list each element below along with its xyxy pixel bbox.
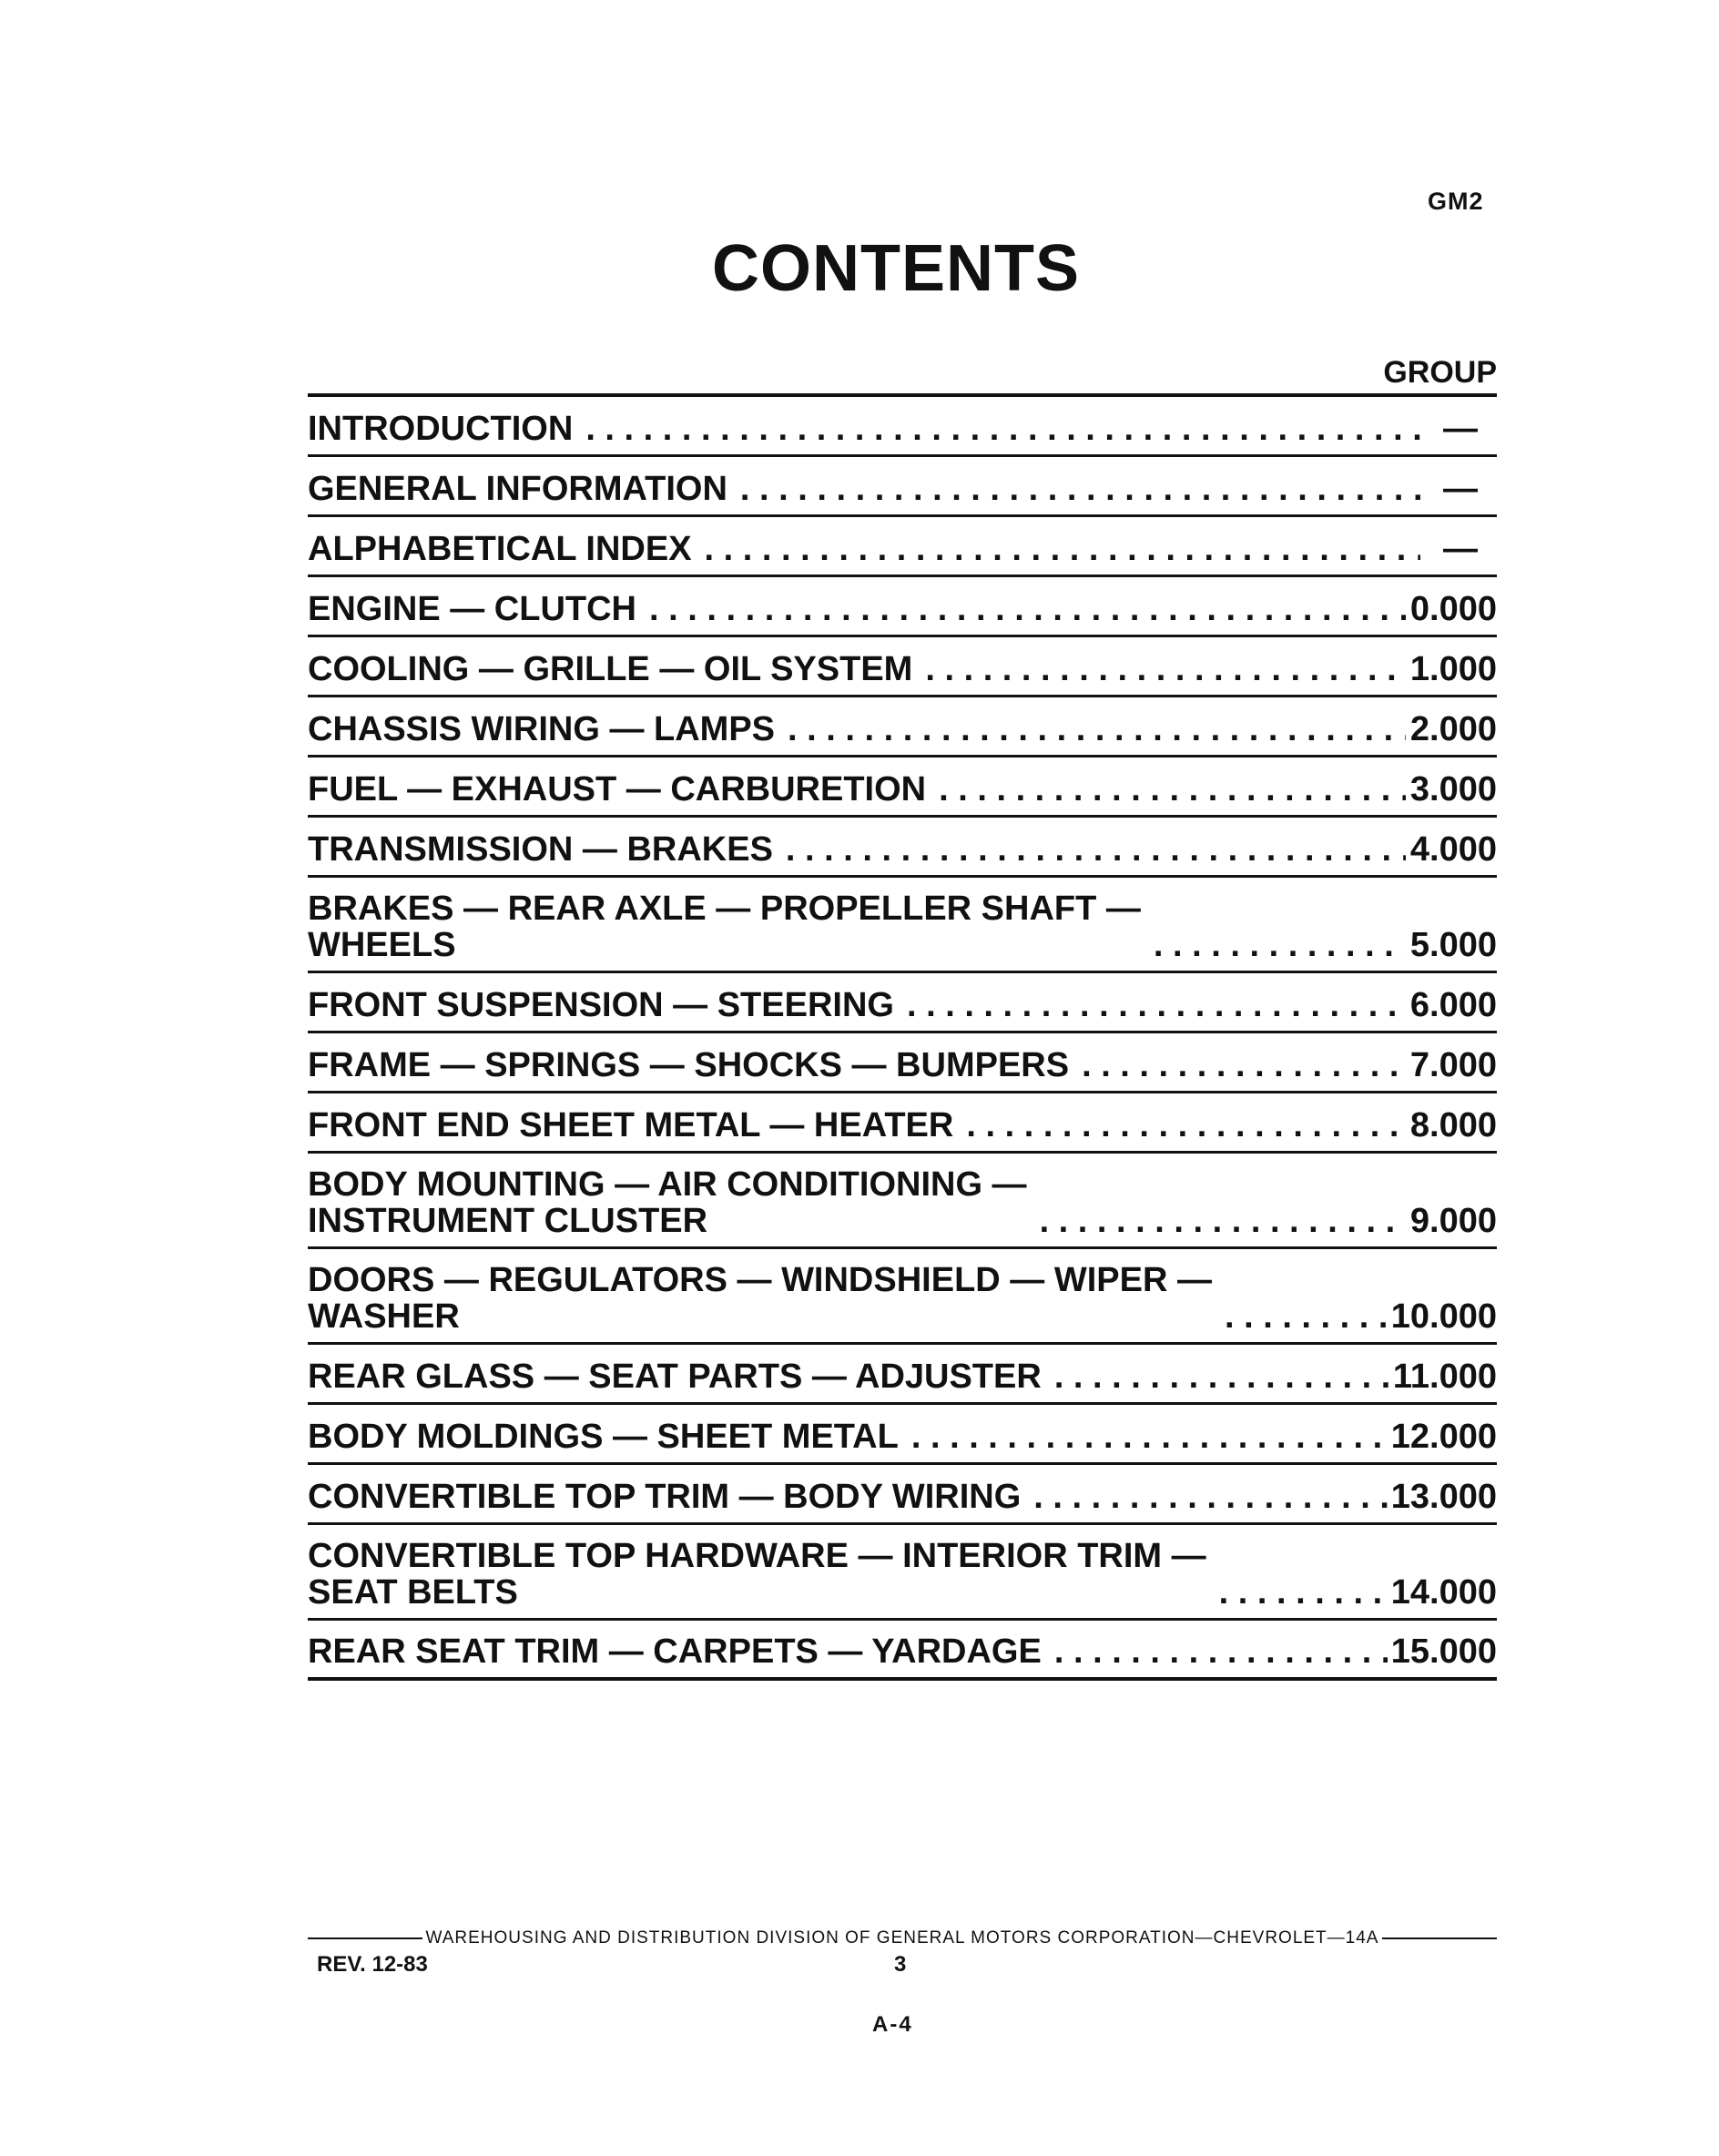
toc-row [308, 1465, 1497, 1525]
toc-entry-label: ENGINE — CLUTCH [308, 590, 636, 628]
toc-entry-label: INTRODUCTION [308, 410, 574, 448]
toc-entry-label: BODY MOLDINGS — SHEET METAL [308, 1418, 899, 1456]
toc-row [308, 697, 1497, 758]
dot-leader [911, 1419, 1388, 1455]
toc-entry-group: 13.000 [1390, 1478, 1497, 1516]
toc-entry-group: 2.000 [1409, 710, 1497, 748]
toc-row [308, 1405, 1497, 1465]
toc-row [308, 637, 1497, 697]
group-column-header: GROUP [308, 351, 1497, 397]
toc-row [308, 878, 1497, 973]
dot-leader [939, 771, 1406, 808]
toc-entry-label: FRAME — SPRINGS — SHOCKS — BUMPERS [308, 1046, 1070, 1084]
toc-entry-label: FRONT SUSPENSION — STEERING [308, 986, 894, 1024]
toc-entry-group: — [1443, 470, 1478, 508]
toc-entry-group: — [1443, 410, 1478, 448]
toc-row [308, 758, 1497, 818]
toc-row [308, 457, 1497, 517]
dot-leader [788, 711, 1406, 747]
toc-entry-group: 3.000 [1409, 770, 1497, 808]
appendix-page-number: A-4 [872, 2012, 913, 2037]
toc-entry-label: CONVERTIBLE TOP TRIM — BODY WIRING [308, 1478, 1022, 1516]
toc-entry-label: GENERAL INFORMATION [308, 470, 727, 508]
toc-entry-label: FRONT END SHEET METAL — HEATER [308, 1106, 954, 1144]
footer-rule-right [1382, 1937, 1497, 1939]
dot-leader [649, 591, 1406, 627]
toc-entry-group: 11.000 [1392, 1358, 1497, 1396]
toc-entry-label: TRANSMISSION — BRAKES [308, 830, 773, 869]
dot-leader [1225, 1298, 1388, 1335]
toc-entry-group: 9.000 [1409, 1202, 1497, 1240]
toc-entry-label: DOORS — REGULATORS — WINDSHIELD — WIPER — WASHER [308, 1261, 1212, 1336]
footer-publisher: WAREHOUSING AND DISTRIBUTION DIVISION OF GENERAL MOTORS CORPORATION—CHEVROLET—14A [425, 1928, 1379, 1948]
toc-row [308, 1249, 1497, 1345]
toc-entry-group: 5.000 [1409, 926, 1497, 964]
contents-rows [308, 397, 1497, 1681]
revision-date: REV. 12-83 [317, 1952, 428, 1977]
toc-entry-group: 6.000 [1409, 986, 1497, 1024]
dot-leader [1154, 927, 1406, 963]
toc-entry-group: 7.000 [1409, 1046, 1497, 1084]
dot-leader [705, 531, 1420, 567]
toc-row [308, 1525, 1497, 1621]
toc-entry-group: — [1443, 530, 1478, 568]
toc-row [308, 577, 1497, 637]
toc-entry-group: 0.000 [1409, 590, 1497, 628]
toc-entry-group: 4.000 [1409, 830, 1497, 869]
dot-leader [1033, 1479, 1387, 1515]
toc-row [308, 517, 1497, 577]
dot-leader [786, 831, 1406, 868]
toc-entry-label: ALPHABETICAL INDEX [308, 530, 692, 568]
document-code: GM2 [1428, 188, 1484, 215]
footer-rule-left [308, 1937, 422, 1939]
toc-entry-label: REAR SEAT TRIM — CARPETS — YARDAGE [308, 1632, 1042, 1671]
page-title: CONTENTS [712, 232, 1080, 305]
toc-entry-group: 10.000 [1390, 1297, 1497, 1336]
toc-entry-group: 14.000 [1390, 1573, 1497, 1612]
dot-leader [1219, 1574, 1388, 1611]
toc-row [308, 818, 1497, 878]
toc-row [308, 1345, 1497, 1405]
toc-row [308, 397, 1497, 457]
toc-entry-group: 8.000 [1409, 1106, 1497, 1144]
toc-entry-label: COOLING — GRILLE — OIL SYSTEM [308, 650, 913, 688]
toc-entry-label: CHASSIS WIRING — LAMPS [308, 710, 776, 748]
dot-leader [1054, 1633, 1388, 1670]
dot-leader [1054, 1358, 1389, 1395]
toc-row [308, 1154, 1497, 1249]
toc-entry-label: BRAKES — REAR AXLE — PROPELLER SHAFT — WHEELS [308, 890, 1141, 964]
toc-entry-group: 15.000 [1390, 1632, 1497, 1671]
toc-entry-group: 12.000 [1390, 1418, 1497, 1456]
footer-publisher-line [308, 1928, 1497, 1948]
dot-leader [907, 987, 1406, 1023]
toc-entry-label: CONVERTIBLE TOP HARDWARE — INTERIOR TRIM — SEAT BELTS [308, 1537, 1206, 1612]
toc-entry-label: REAR GLASS — SEAT PARTS — ADJUSTER [308, 1358, 1042, 1396]
toc-row [308, 1093, 1497, 1154]
dot-leader [1040, 1203, 1406, 1239]
contents-table [308, 351, 1497, 1681]
toc-row [308, 1033, 1497, 1093]
toc-entry-label: FUEL — EXHAUST — CARBURETION [308, 770, 927, 808]
dot-leader [925, 651, 1406, 687]
dot-leader [740, 471, 1420, 507]
toc-row [308, 973, 1497, 1033]
dot-leader [585, 411, 1420, 447]
toc-entry-label: BODY MOUNTING — AIR CONDITIONING — INSTRUMENT CLUSTER [308, 1165, 1027, 1240]
dot-leader [966, 1107, 1406, 1144]
toc-row [308, 1621, 1497, 1681]
dot-leader [1082, 1047, 1406, 1083]
page-number: 3 [894, 1952, 907, 1977]
toc-entry-group: 1.000 [1409, 650, 1497, 688]
